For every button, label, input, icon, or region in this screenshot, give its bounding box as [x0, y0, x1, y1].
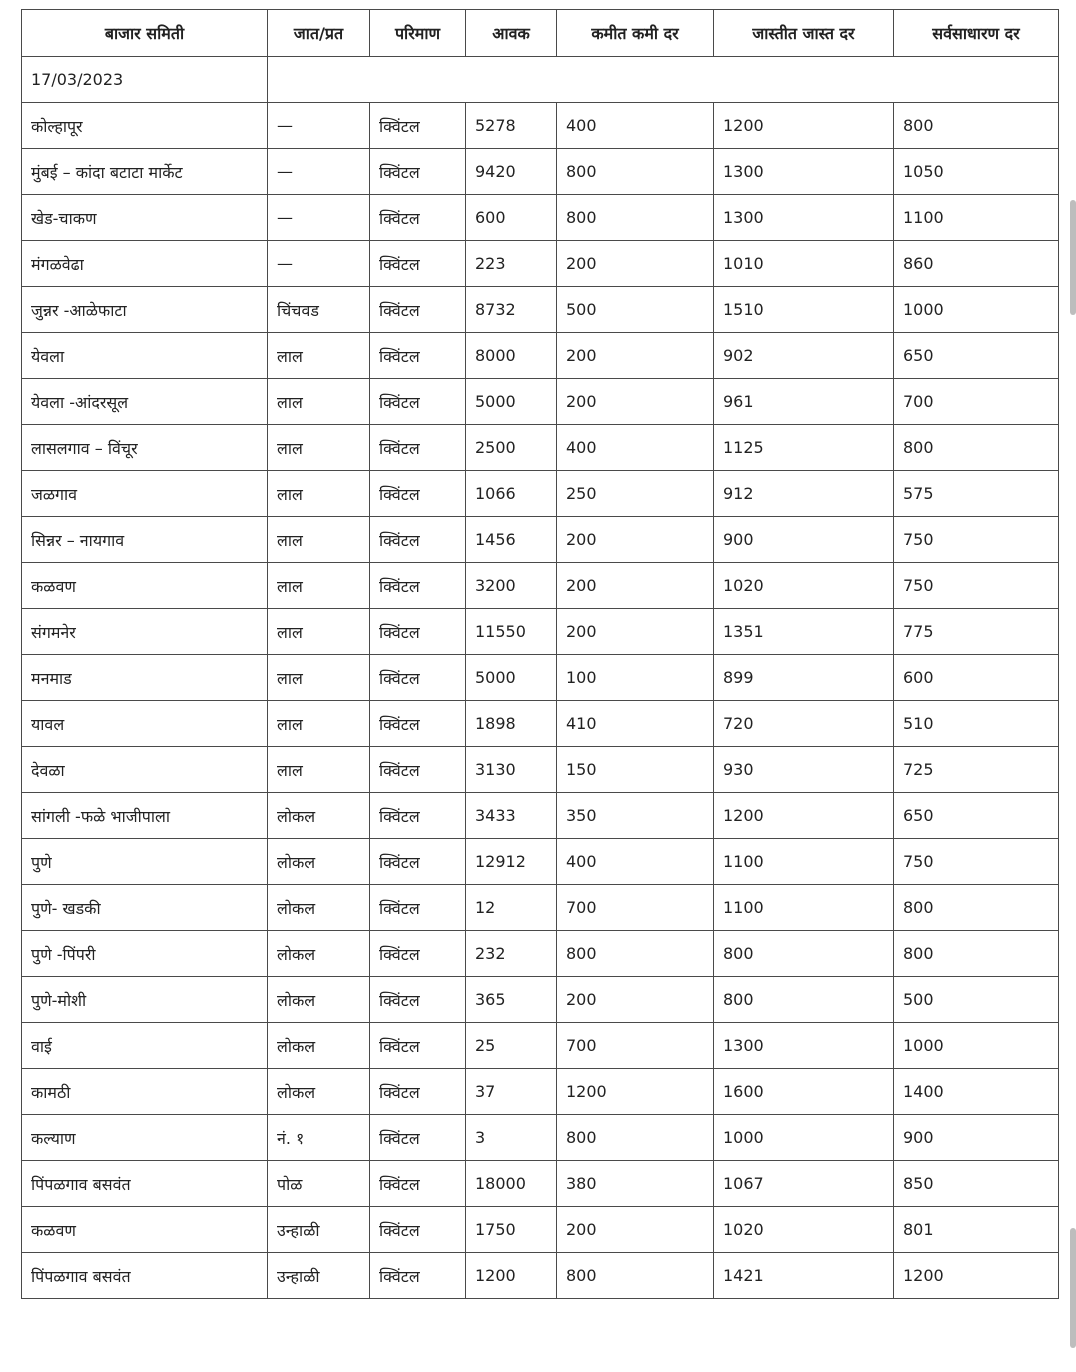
cell-arrival: 600 [466, 195, 557, 241]
cell-max-rate: 1100 [714, 839, 894, 885]
cell-modal-rate: 510 [894, 701, 1059, 747]
cell-max-rate: 1067 [714, 1161, 894, 1207]
cell-max-rate: 912 [714, 471, 894, 517]
cell-modal-rate: 750 [894, 563, 1059, 609]
cell-variety: लाल [268, 747, 370, 793]
cell-modal-rate: 500 [894, 977, 1059, 1023]
table-row [22, 563, 1059, 609]
cell-modal-rate: 600 [894, 655, 1059, 701]
cell-min-rate: 200 [557, 517, 714, 563]
table-row [22, 1207, 1059, 1253]
cell-variety: लाल [268, 471, 370, 517]
cell-arrival: 8000 [466, 333, 557, 379]
cell-variety: — [268, 241, 370, 287]
cell-variety: लाल [268, 563, 370, 609]
cell-variety: — [268, 103, 370, 149]
table-row [22, 379, 1059, 425]
cell-variety: चिंचवड [268, 287, 370, 333]
market-rate-sheet [21, 9, 1058, 1299]
scroll-edge-indicator-bottom [1070, 1228, 1076, 1348]
date-row [22, 57, 1059, 103]
cell-modal-rate: 1000 [894, 287, 1059, 333]
cell-unit: क्विंटल [370, 609, 466, 655]
cell-min-rate: 200 [557, 1207, 714, 1253]
cell-modal-rate: 1400 [894, 1069, 1059, 1115]
cell-min-rate: 200 [557, 977, 714, 1023]
date-row-empty-cell [268, 57, 1059, 103]
cell-min-rate: 250 [557, 471, 714, 517]
table-row [22, 977, 1059, 1023]
cell-market: मनमाड [22, 655, 268, 701]
cell-arrival: 3 [466, 1115, 557, 1161]
cell-arrival: 37 [466, 1069, 557, 1115]
cell-max-rate: 720 [714, 701, 894, 747]
cell-unit: क्विंटल [370, 149, 466, 195]
cell-min-rate: 410 [557, 701, 714, 747]
cell-min-rate: 700 [557, 1023, 714, 1069]
header-arrival: आवक [466, 10, 557, 57]
cell-unit: क्विंटल [370, 1161, 466, 1207]
cell-variety: लाल [268, 379, 370, 425]
cell-min-rate: 400 [557, 425, 714, 471]
cell-market: कामठी [22, 1069, 268, 1115]
cell-min-rate: 400 [557, 839, 714, 885]
header-market-committee: बाजार समिती [22, 10, 268, 57]
header-max-rate: जास्तीत जास्त दर [714, 10, 894, 57]
table-row [22, 1023, 1059, 1069]
table-row [22, 517, 1059, 563]
cell-modal-rate: 860 [894, 241, 1059, 287]
cell-market: खेड-चाकण [22, 195, 268, 241]
market-rate-table [21, 9, 1059, 1299]
cell-market: कोल्हापूर [22, 103, 268, 149]
cell-arrival: 3130 [466, 747, 557, 793]
cell-max-rate: 1100 [714, 885, 894, 931]
cell-min-rate: 150 [557, 747, 714, 793]
cell-arrival: 8732 [466, 287, 557, 333]
cell-modal-rate: 900 [894, 1115, 1059, 1161]
cell-min-rate: 200 [557, 609, 714, 655]
cell-modal-rate: 750 [894, 839, 1059, 885]
cell-variety: नं. १ [268, 1115, 370, 1161]
table-row [22, 471, 1059, 517]
cell-arrival: 223 [466, 241, 557, 287]
cell-market: वाई [22, 1023, 268, 1069]
cell-max-rate: 1020 [714, 563, 894, 609]
cell-unit: क्विंटल [370, 655, 466, 701]
cell-max-rate: 1300 [714, 149, 894, 195]
cell-variety: लोकल [268, 793, 370, 839]
cell-min-rate: 800 [557, 931, 714, 977]
cell-min-rate: 500 [557, 287, 714, 333]
cell-min-rate: 380 [557, 1161, 714, 1207]
cell-arrival: 1066 [466, 471, 557, 517]
cell-unit: क्विंटल [370, 103, 466, 149]
header-unit: परिमाण [370, 10, 466, 57]
cell-max-rate: 902 [714, 333, 894, 379]
cell-min-rate: 200 [557, 333, 714, 379]
cell-arrival: 25 [466, 1023, 557, 1069]
cell-min-rate: 350 [557, 793, 714, 839]
cell-variety: लाल [268, 517, 370, 563]
cell-modal-rate: 650 [894, 793, 1059, 839]
table-row [22, 1115, 1059, 1161]
cell-modal-rate: 700 [894, 379, 1059, 425]
cell-arrival: 1456 [466, 517, 557, 563]
cell-variety: उन्हाळी [268, 1207, 370, 1253]
cell-variety: लाल [268, 655, 370, 701]
table-row [22, 931, 1059, 977]
cell-min-rate: 200 [557, 563, 714, 609]
cell-max-rate: 1125 [714, 425, 894, 471]
cell-max-rate: 800 [714, 977, 894, 1023]
table-row [22, 1253, 1059, 1299]
header-row [22, 10, 1059, 57]
table-row [22, 333, 1059, 379]
cell-min-rate: 800 [557, 149, 714, 195]
cell-market: जुन्नर -आळेफाटा [22, 287, 268, 333]
cell-market: देवळा [22, 747, 268, 793]
table-row [22, 287, 1059, 333]
cell-variety: उन्हाळी [268, 1253, 370, 1299]
date-cell: 17/03/2023 [22, 57, 268, 103]
cell-market: कळवण [22, 1207, 268, 1253]
cell-max-rate: 1020 [714, 1207, 894, 1253]
cell-unit: क्विंटल [370, 425, 466, 471]
cell-market: येवला [22, 333, 268, 379]
cell-arrival: 12912 [466, 839, 557, 885]
cell-variety: लोकल [268, 1023, 370, 1069]
cell-modal-rate: 801 [894, 1207, 1059, 1253]
cell-modal-rate: 1050 [894, 149, 1059, 195]
table-row [22, 1069, 1059, 1115]
cell-modal-rate: 1200 [894, 1253, 1059, 1299]
cell-market: कल्याण [22, 1115, 268, 1161]
cell-unit: क्विंटल [370, 287, 466, 333]
cell-market: मंगळवेढा [22, 241, 268, 287]
table-row [22, 425, 1059, 471]
table-row [22, 655, 1059, 701]
cell-variety: लोकल [268, 839, 370, 885]
table-row [22, 241, 1059, 287]
cell-arrival: 5000 [466, 379, 557, 425]
cell-arrival: 1200 [466, 1253, 557, 1299]
cell-max-rate: 900 [714, 517, 894, 563]
cell-arrival: 1750 [466, 1207, 557, 1253]
cell-min-rate: 200 [557, 379, 714, 425]
cell-modal-rate: 775 [894, 609, 1059, 655]
cell-max-rate: 961 [714, 379, 894, 425]
cell-min-rate: 700 [557, 885, 714, 931]
cell-market: पुणे-मोशी [22, 977, 268, 1023]
cell-variety: — [268, 195, 370, 241]
header-variety: जात/प्रत [268, 10, 370, 57]
cell-unit: क्विंटल [370, 701, 466, 747]
cell-unit: क्विंटल [370, 793, 466, 839]
cell-market: पुणे- खडकी [22, 885, 268, 931]
table-row [22, 885, 1059, 931]
cell-unit: क्विंटल [370, 931, 466, 977]
cell-unit: क्विंटल [370, 195, 466, 241]
cell-max-rate: 930 [714, 747, 894, 793]
cell-arrival: 3433 [466, 793, 557, 839]
cell-variety: लाल [268, 701, 370, 747]
table-row [22, 149, 1059, 195]
cell-arrival: 9420 [466, 149, 557, 195]
cell-modal-rate: 725 [894, 747, 1059, 793]
cell-unit: क्विंटल [370, 1069, 466, 1115]
cell-variety: लोकल [268, 977, 370, 1023]
cell-arrival: 1898 [466, 701, 557, 747]
cell-market: पुणे [22, 839, 268, 885]
cell-market: कळवण [22, 563, 268, 609]
table-row [22, 839, 1059, 885]
cell-variety: लोकल [268, 931, 370, 977]
cell-min-rate: 400 [557, 103, 714, 149]
scroll-edge-indicator-top [1070, 200, 1076, 315]
cell-max-rate: 1421 [714, 1253, 894, 1299]
cell-max-rate: 899 [714, 655, 894, 701]
cell-modal-rate: 800 [894, 931, 1059, 977]
cell-arrival: 11550 [466, 609, 557, 655]
cell-min-rate: 200 [557, 241, 714, 287]
table-row [22, 609, 1059, 655]
cell-min-rate: 100 [557, 655, 714, 701]
cell-unit: क्विंटल [370, 839, 466, 885]
cell-arrival: 5000 [466, 655, 557, 701]
table-row [22, 195, 1059, 241]
cell-market: पिंपळगाव बसवंत [22, 1161, 268, 1207]
cell-modal-rate: 800 [894, 103, 1059, 149]
cell-unit: क्विंटल [370, 977, 466, 1023]
cell-max-rate: 1200 [714, 103, 894, 149]
cell-modal-rate: 650 [894, 333, 1059, 379]
cell-min-rate: 1200 [557, 1069, 714, 1115]
cell-max-rate: 1200 [714, 793, 894, 839]
header-modal-rate: सर्वसाधारण दर [894, 10, 1059, 57]
cell-arrival: 3200 [466, 563, 557, 609]
cell-arrival: 5278 [466, 103, 557, 149]
cell-max-rate: 1600 [714, 1069, 894, 1115]
cell-arrival: 12 [466, 885, 557, 931]
cell-unit: क्विंटल [370, 379, 466, 425]
cell-max-rate: 1010 [714, 241, 894, 287]
cell-unit: क्विंटल [370, 1023, 466, 1069]
cell-variety: पोळ [268, 1161, 370, 1207]
cell-unit: क्विंटल [370, 1253, 466, 1299]
cell-modal-rate: 575 [894, 471, 1059, 517]
cell-modal-rate: 750 [894, 517, 1059, 563]
cell-modal-rate: 800 [894, 425, 1059, 471]
cell-max-rate: 1300 [714, 1023, 894, 1069]
cell-market: सिन्नर – नायगाव [22, 517, 268, 563]
cell-unit: क्विंटल [370, 747, 466, 793]
table-row [22, 1161, 1059, 1207]
cell-unit: क्विंटल [370, 1207, 466, 1253]
cell-min-rate: 800 [557, 1115, 714, 1161]
cell-unit: क्विंटल [370, 241, 466, 287]
cell-unit: क्विंटल [370, 885, 466, 931]
cell-min-rate: 800 [557, 1253, 714, 1299]
cell-max-rate: 1300 [714, 195, 894, 241]
cell-max-rate: 1000 [714, 1115, 894, 1161]
cell-variety: लोकल [268, 1069, 370, 1115]
cell-market: संगमनेर [22, 609, 268, 655]
cell-modal-rate: 800 [894, 885, 1059, 931]
cell-market: पुणे -पिंपरी [22, 931, 268, 977]
table-row [22, 701, 1059, 747]
cell-variety: लोकल [268, 885, 370, 931]
cell-modal-rate: 1100 [894, 195, 1059, 241]
header-min-rate: कमीत कमी दर [557, 10, 714, 57]
cell-market: जळगाव [22, 471, 268, 517]
cell-max-rate: 800 [714, 931, 894, 977]
cell-variety: — [268, 149, 370, 195]
cell-unit: क्विंटल [370, 471, 466, 517]
cell-market: पिंपळगाव बसवंत [22, 1253, 268, 1299]
cell-market: यावल [22, 701, 268, 747]
cell-unit: क्विंटल [370, 517, 466, 563]
cell-modal-rate: 1000 [894, 1023, 1059, 1069]
cell-variety: लाल [268, 333, 370, 379]
cell-arrival: 18000 [466, 1161, 557, 1207]
cell-variety: लाल [268, 609, 370, 655]
cell-unit: क्विंटल [370, 1115, 466, 1161]
table-row [22, 103, 1059, 149]
cell-market: सांगली -फळे भाजीपाला [22, 793, 268, 839]
cell-unit: क्विंटल [370, 333, 466, 379]
cell-market: लासलगाव – विंचूर [22, 425, 268, 471]
cell-market: येवला -आंदरसूल [22, 379, 268, 425]
cell-unit: क्विंटल [370, 563, 466, 609]
cell-max-rate: 1510 [714, 287, 894, 333]
cell-arrival: 365 [466, 977, 557, 1023]
cell-min-rate: 800 [557, 195, 714, 241]
cell-variety: लाल [268, 425, 370, 471]
cell-arrival: 2500 [466, 425, 557, 471]
cell-modal-rate: 850 [894, 1161, 1059, 1207]
table-row [22, 793, 1059, 839]
cell-market: मुंबई – कांदा बटाटा मार्केट [22, 149, 268, 195]
cell-arrival: 232 [466, 931, 557, 977]
cell-max-rate: 1351 [714, 609, 894, 655]
table-row [22, 747, 1059, 793]
